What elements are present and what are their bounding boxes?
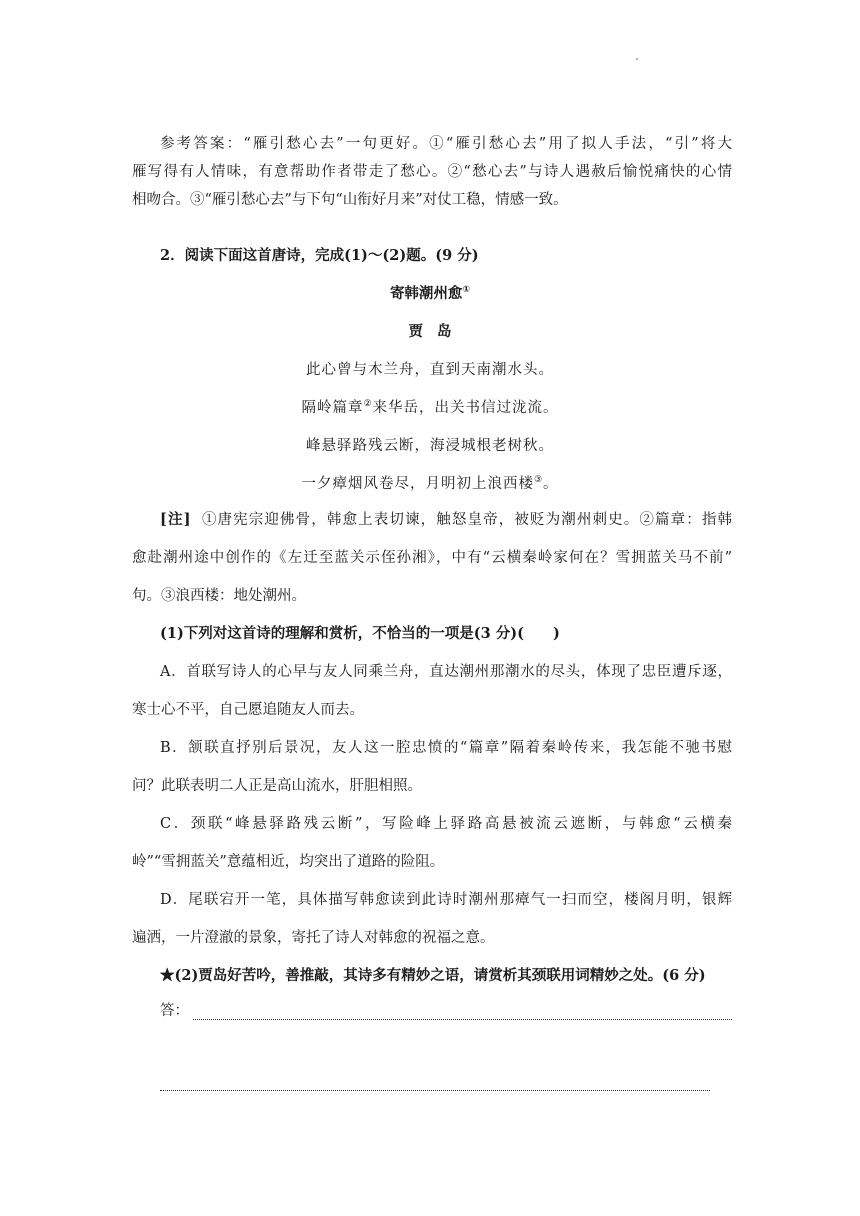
note-line-2: 愈赴潮州途中创作的《左迁至蓝关示侄孙湘》，中有“云横秦岭家何在？雪拥蓝关马不前” <box>132 550 732 566</box>
option-c-line-2: 岭”“雪拥蓝关”意蕴相近，均突出了道路的险阻。 <box>132 854 445 870</box>
answer-row <box>160 1000 732 1020</box>
poem-line-2-footnote: ② <box>363 399 373 410</box>
answer-line-2[interactable] <box>160 1090 710 1091</box>
sub-question-1-stem: (1)下列对这首诗的理解和赏析，不恰当的一项是(3 分)( ) <box>160 625 560 642</box>
note-label: [注] <box>160 511 191 528</box>
option-d-line-1: D．尾联宕开一笔，具体描写韩愈读到此诗时潮州那瘴气一扫而空，楼阁月明，银辉 <box>160 892 732 908</box>
sub-question-2-stem: ★(2)贾岛好苦吟，善推敲，其诗多有精妙之语，请赏析其颈联用词精妙之处。(6 分) <box>160 967 706 984</box>
poem-title <box>0 282 860 303</box>
poem-title-footnote: ① <box>462 285 471 296</box>
option-a-line-1: A．首联写诗人的心早与友人同乘兰舟，直达潮州那潮水的尽头，体现了忠臣遭斥逐， <box>160 664 732 680</box>
poem-author: 贾岛 <box>408 324 466 340</box>
note-line-1-text: ①唐宪宗迎佛骨，韩愈上表切谏，触怒皇帝，被贬为潮州刺史。②篇章：指韩 <box>201 512 732 528</box>
poem-title-text: 寄韩潮州愈 <box>389 286 463 302</box>
poem-line-4-footnote: ③ <box>533 475 544 486</box>
answer-line-1[interactable] <box>193 1005 732 1020</box>
option-b-line-2: 问？此联表明二人正是高山流水，肝胆相照。 <box>132 778 422 794</box>
poem-line-4 <box>0 472 860 493</box>
answer-ref-line-3: 相吻合。③“雁引愁心去”与下句“山衔好月来”对仗工稳，情感一致。 <box>132 192 568 208</box>
option-a-line-2: 寒士心不平，自己愿追随友人而去。 <box>132 702 364 718</box>
poem-line-4-a: 一夕瘴烟风卷尽，月明初上浪西楼 <box>301 476 534 492</box>
poem-line-2-a: 隔岭篇章 <box>301 400 364 416</box>
option-c-line-1: C．颈联“峰悬驿路残云断”，写险峰上驿路高悬被流云遮断，与韩愈“云横秦 <box>160 816 732 832</box>
poem-line-3: 峰悬驿路残云断，海浸城根老树秋。 <box>306 438 554 454</box>
note-line-1 <box>160 510 732 530</box>
option-d-line-2: 遍洒，一片澄澈的景象，寄托了诗人对韩愈的祝福之意。 <box>132 930 495 946</box>
answer-ref-line-1: 参考答案：“雁引愁心去”一句更好。①“雁引愁心去”用了拟人手法，“引”将大 <box>160 136 732 152</box>
question-2-header: 2．阅读下面这首唐诗，完成(1)～(2)题。(9 分) <box>160 247 479 264</box>
poem-line-2-b: 来华岳，出关书信过泷流。 <box>372 400 559 416</box>
poem-line-1: 此心曾与木兰舟，直到天南潮水头。 <box>306 362 554 378</box>
answer-ref-line-2: 雁写得有人情味，有意帮助作者带走了愁心。②“愁心去”与诗人遇赦后愉悦痛快的心情 <box>132 164 732 180</box>
page-mark <box>636 58 638 60</box>
poem-line-2 <box>0 396 860 417</box>
note-line-3: 句。③浪西楼：地处潮州。 <box>132 588 306 604</box>
option-b-line-1: B．颔联直抒别后景况，友人这一腔忠愤的“篇章”隔着秦岭传来，我怎能不驰书慰 <box>160 740 732 756</box>
poem-line-4-b: 。 <box>543 476 559 492</box>
answer-label: 答： <box>160 1003 189 1019</box>
